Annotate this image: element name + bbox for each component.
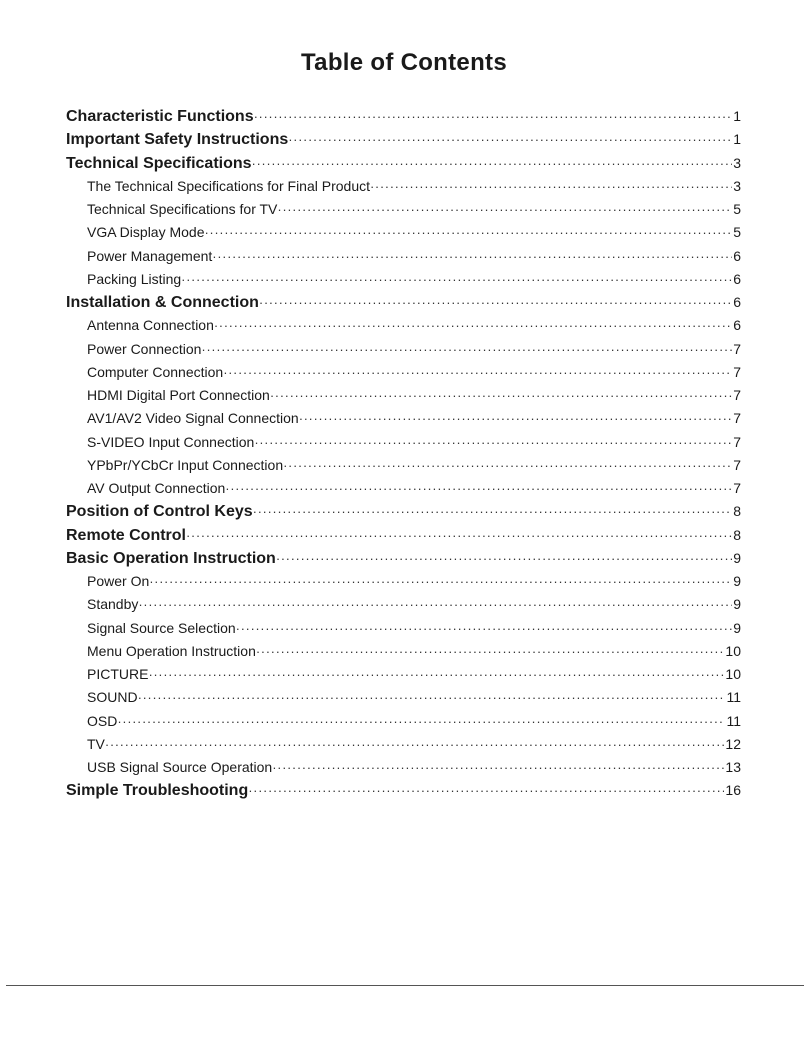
toc-entry[interactable] [87,756,741,779]
toc-entry-page-number: 10 [725,666,741,682]
toc-entry-label: Characteristic Functions [66,108,254,125]
toc-entry[interactable] [87,617,741,640]
toc-entry-page-number: 1 [733,131,741,148]
toc-entry-page-number: 9 [733,549,741,566]
toc-entry[interactable] [87,245,741,268]
toc-entry-page-number: 7 [733,480,741,496]
toc-dot-leader [276,546,732,571]
toc-entry-label: Position of Control Keys [66,503,253,521]
toc-entry[interactable] [66,778,741,803]
toc-entry-page-number: 9 [733,619,741,636]
toc-entry-page-number: 7 [733,387,741,403]
footer-divider [6,985,804,986]
toc-entry-page-number: 7 [733,340,741,357]
toc-entry-label: Power Management [87,247,213,264]
toc-entry-label: Remote Control [66,526,186,544]
toc-dot-leader [236,617,733,640]
toc-entry[interactable] [87,640,741,663]
toc-entry[interactable] [87,686,741,709]
toc-entry-label: Power On [87,573,150,589]
toc-dot-leader [138,593,732,616]
toc-dot-leader [254,431,732,454]
toc-entry[interactable] [87,175,741,198]
toc-entry[interactable] [66,151,741,176]
toc-dot-leader [299,407,733,430]
toc-entry[interactable] [66,127,741,152]
toc-entry-page-number: 7 [733,456,741,473]
toc-dot-leader [205,221,733,244]
toc-entry-label: The Technical Specifications for Final Product [87,177,370,194]
toc-dot-leader [272,756,724,779]
toc-entry[interactable] [87,477,741,500]
toc-entry-label: Power Connection [87,340,202,357]
toc-entry-label: Menu Operation Instruction [87,642,256,659]
page-title: Table of Contents [301,49,507,76]
toc-entry[interactable] [87,710,741,733]
toc-entry-label: Basic Operation Instruction [66,549,276,567]
toc-entry-page-number: 6 [733,317,741,334]
toc-entry-label: AV Output Connection [87,480,226,496]
toc-dot-leader [201,338,732,361]
toc-dot-leader [252,151,733,176]
toc-entry[interactable] [87,198,741,221]
toc-entry-page-number: 6 [733,247,741,264]
toc-dot-leader [117,710,725,733]
toc-entry[interactable] [66,546,741,571]
toc-dot-leader [212,245,732,268]
toc-dot-leader [370,175,732,198]
toc-entry-page-number: 16 [725,782,741,799]
toc-entry-page-number: 5 [733,224,741,241]
toc-entry[interactable] [87,431,741,454]
toc-entry[interactable] [66,523,741,548]
toc-entry-page-number: 10 [725,642,741,659]
toc-dot-leader [253,499,733,524]
toc-entry[interactable] [87,663,741,686]
toc-entry[interactable] [87,733,741,756]
toc-dot-leader [277,198,732,221]
toc-entry[interactable] [87,407,741,430]
toc-entry[interactable] [87,221,741,244]
toc-entry-page-number: 12 [725,735,741,752]
toc-entry-page-number: 13 [725,759,741,775]
toc-entry[interactable] [87,384,741,407]
toc-entry[interactable] [87,338,741,361]
toc-entry-label: Packing Listing [87,270,182,287]
toc-entry-page-number: 7 [733,363,741,380]
toc-entry-page-number: 8 [733,526,741,543]
toc-dot-leader [225,477,732,500]
toc-dot-leader [223,361,732,384]
toc-entry-label: Antenna Connection [87,317,214,334]
toc-dot-leader [288,127,732,152]
toc-entry-page-number: 7 [733,410,741,427]
toc-entry-page-number: 6 [733,270,741,287]
toc-entry[interactable] [66,104,741,129]
toc-entry-label: YPbPr/YCbCr Input Connection [87,456,284,473]
toc-dot-leader [186,523,732,548]
toc-entry-page-number: 3 [733,154,741,171]
toc-dot-leader [149,570,732,593]
toc-entry[interactable] [87,361,741,384]
toc-entry-label: PICTURE [87,666,149,682]
toc-entry-page-number: 9 [733,573,741,589]
toc-entry-label: Signal Source Selection [87,619,236,636]
toc-entry-label: SOUND [87,689,138,706]
toc-entry[interactable] [87,593,741,616]
toc-entry-page-number: 3 [733,177,741,194]
toc-entry-label: Computer Connection [87,363,224,380]
toc-entry-page-number: 8 [733,503,741,520]
toc-dot-leader [248,778,724,803]
toc-entry-page-number: 5 [733,201,741,217]
toc-dot-leader [105,733,725,756]
toc-entry[interactable] [87,268,741,291]
toc-entry-label: VGA Display Mode [87,224,205,241]
toc-entry-page-number: 11 [726,712,741,729]
toc-entry-label: Important Safety Instructions [66,131,289,149]
toc-dot-leader [254,104,733,129]
toc-entry[interactable] [66,290,741,315]
toc-dot-leader [138,686,726,709]
toc-entry[interactable] [66,499,741,524]
toc-dot-leader [214,314,732,337]
toc-entry-label: OSD [87,712,118,729]
toc-dot-leader [256,640,725,663]
toc-entry-label: Standby [87,596,139,613]
toc-entry-label: Technical Specifications [66,154,252,172]
toc-dot-leader [148,663,724,686]
toc-dot-leader [259,290,732,315]
toc-dot-leader [283,454,732,477]
toc-dot-leader [270,384,732,407]
toc-entry-page-number: 7 [733,433,741,450]
toc-entry-label: Simple Troubleshooting [66,782,249,800]
toc-entry-page-number: 9 [733,596,741,613]
toc-entry-label: Installation & Connection [66,294,259,311]
toc-entry[interactable] [87,314,741,337]
toc-entry-label: S-VIDEO Input Connection [87,433,255,450]
toc-entry-page-number: 6 [733,294,741,310]
toc-entry[interactable] [87,570,741,593]
toc-entry-label: USB Signal Source Operation [87,759,273,775]
toc-entry-label: AV1/AV2 Video Signal Connection [87,410,299,427]
toc-entry-page-number: 1 [733,108,741,124]
toc-entry[interactable] [87,454,741,477]
toc-entry-label: Technical Specifications for TV [87,201,278,217]
toc-entry-page-number: 11 [726,689,741,706]
toc-entry-label: HDMI Digital Port Connection [87,387,270,403]
toc-dot-leader [181,268,732,291]
toc-entry-label: TV [87,735,105,752]
